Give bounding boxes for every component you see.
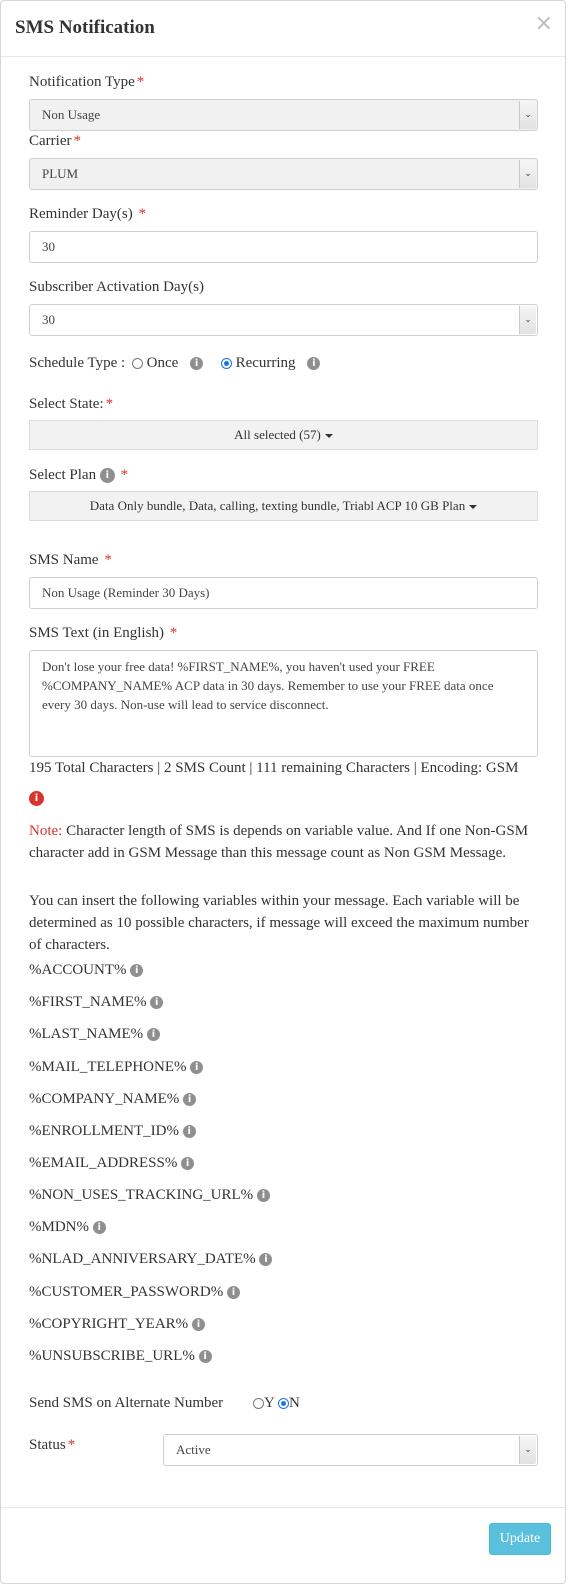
alternate-number-options [253,1395,300,1412]
carrier-label-text: Carrier [29,133,72,149]
variable-item [29,1284,240,1301]
variable-item [29,1219,106,1236]
variable-name[interactable]: %NON_USES_TRACKING_URL% [29,1187,254,1203]
required-mark: * [105,396,114,412]
sms-text-textarea[interactable]: Don't lose your free data! %FIRST_NAME%, you haven't used your FREE %COMPANY_NAME% ACP data in 30 days. Remember to use your FREE data once every 30 days. Non-use will lead to service disconnect. [29,650,538,757]
status-label-text: Status [29,1437,66,1453]
info-icon[interactable]: i [227,1286,240,1299]
alternate-number-y-radio[interactable] [253,1398,264,1409]
reminder-days-label [29,206,146,223]
notification-type-label-text: Notification Type [29,74,135,90]
info-icon[interactable]: i [259,1253,272,1266]
select-plan-value: Data Only bundle, Data, calling, texting bundle, Triabl ACP 10 GB Plan [89,498,466,513]
info-icon[interactable]: i [93,1221,106,1234]
schedule-recurring-label: Recurring [235,355,296,371]
reminder-days-value: 30 [42,239,55,254]
info-icon[interactable]: i [257,1189,270,1202]
info-icon[interactable]: i [181,1157,194,1170]
sms-name-label [29,552,112,569]
status-value: Active [176,1442,211,1457]
sms-name-input[interactable] [29,577,538,609]
carrier-select[interactable] [29,158,538,190]
variable-name[interactable]: %NLAD_ANNIVERSARY_DATE% [29,1251,256,1267]
info-icon[interactable]: i [192,1318,205,1331]
required-mark: * [120,467,129,483]
chevron-down-icon: ⌄ [519,1436,536,1464]
required-mark: * [136,74,145,90]
chevron-down-icon: ⌄ [519,160,536,188]
modal-header [1,1,565,57]
activation-days-label: Subscriber Activation Day(s) [29,279,204,295]
note-text: Character length of SMS is depends on variable value. And If one Non-GSM character add in GSM Message than this message count as Non GSM Message. [29,823,529,861]
alternate-number-n-label: N [289,1395,300,1411]
select-plan-dropdown[interactable] [29,491,538,521]
sms-name-value: Non Usage (Reminder 30 Days) [42,585,210,600]
schedule-once-radio[interactable] [132,358,143,369]
variable-name[interactable]: %FIRST_NAME% [29,994,147,1010]
variable-name[interactable]: %MDN% [29,1219,89,1235]
variable-name[interactable]: %COMPANY_NAME% [29,1091,180,1107]
variable-item [29,1059,203,1076]
sms-text-label-text: SMS Text (in English) [29,625,164,641]
note-label: Note: [29,823,63,839]
alternate-number-y-label: Y [264,1395,275,1411]
variable-item [29,1187,270,1204]
info-icon[interactable]: i [130,964,143,977]
variable-item [29,1123,196,1140]
required-mark: * [67,1437,76,1453]
variable-item [29,1316,205,1333]
caret-down-icon [469,505,477,509]
schedule-once-label: Once [146,355,179,371]
notification-type-value: Non Usage [42,107,101,122]
info-icon[interactable]: i [100,468,115,483]
note-paragraph [29,820,539,864]
variable-item [29,1348,212,1365]
update-button[interactable]: Update [489,1523,551,1555]
select-state-value: All selected (57) [234,427,321,442]
reminder-days-label-text: Reminder Day(s) [29,206,133,222]
variable-item [29,962,143,979]
chevron-down-icon: ⌄ [519,306,536,334]
variable-name[interactable]: %COPYRIGHT_YEAR% [29,1316,189,1332]
activation-days-value: 30 [42,312,55,327]
caret-down-icon [325,434,333,438]
select-plan-label-text: Select Plan [29,467,97,483]
variable-item [29,1251,272,1268]
alert-icon-wrap [29,790,44,807]
variable-item [29,994,163,1011]
notification-type-label [29,74,144,91]
activation-days-select[interactable] [29,304,538,336]
modal-title: SMS Notification [15,17,155,38]
alert-icon: i [29,791,44,806]
info-icon[interactable]: i [190,357,203,370]
carrier-value: PLUM [42,166,79,181]
sms-name-label-text: SMS Name [29,552,99,568]
info-icon[interactable]: i [190,1061,203,1074]
variable-name[interactable]: %ENROLLMENT_ID% [29,1123,179,1139]
info-icon[interactable]: i [183,1125,196,1138]
close-icon[interactable]: × [534,11,553,36]
variable-name[interactable]: %MAIL_TELEPHONE% [29,1059,187,1075]
required-mark: * [169,625,178,641]
schedule-recurring-radio[interactable] [221,358,232,369]
variable-name[interactable]: %LAST_NAME% [29,1026,144,1042]
info-icon[interactable]: i [199,1350,212,1363]
required-mark: * [73,133,81,149]
sms-stats: 195 Total Characters | 2 SMS Count | 111 remaining Characters | Encoding: GSM [29,760,519,776]
required-mark: * [104,552,112,568]
select-state-dropdown[interactable] [29,420,538,450]
status-select[interactable] [163,1434,538,1466]
reminder-days-input[interactable] [29,231,538,263]
carrier-label [29,133,81,150]
variable-item [29,1026,160,1043]
alternate-number-n-radio[interactable] [278,1398,289,1409]
alternate-number-label: Send SMS on Alternate Number [29,1395,224,1411]
status-label [29,1437,75,1454]
variable-name[interactable]: %CUSTOMER_PASSWORD% [29,1284,224,1300]
required-mark: * [138,206,146,222]
info-icon[interactable]: i [307,357,320,370]
schedule-type-row [29,355,320,372]
variable-item [29,1091,196,1108]
variable-name[interactable]: %UNSUBSCRIBE_URL% [29,1348,195,1364]
select-state-label [29,396,113,413]
notification-type-select[interactable] [29,99,538,131]
modal-footer [1,1507,565,1508]
chevron-down-icon: ⌄ [519,101,536,129]
schedule-type-label: Schedule Type : [29,355,126,371]
variables-intro: You can insert the following variables within your message. Each variable will be determined as 10 possible characters, if message will exceed the maximum number of characters. [29,893,529,953]
variable-item [29,1155,194,1172]
sms-text-label [29,625,177,642]
select-plan-label [29,467,128,484]
info-icon[interactable]: i [150,996,163,1009]
info-icon[interactable]: i [183,1093,196,1106]
select-state-label-text: Select State: [29,396,104,412]
variable-name[interactable]: %EMAIL_ADDRESS% [29,1155,178,1171]
variable-name[interactable]: %ACCOUNT% [29,962,127,978]
info-icon[interactable]: i [147,1028,160,1041]
